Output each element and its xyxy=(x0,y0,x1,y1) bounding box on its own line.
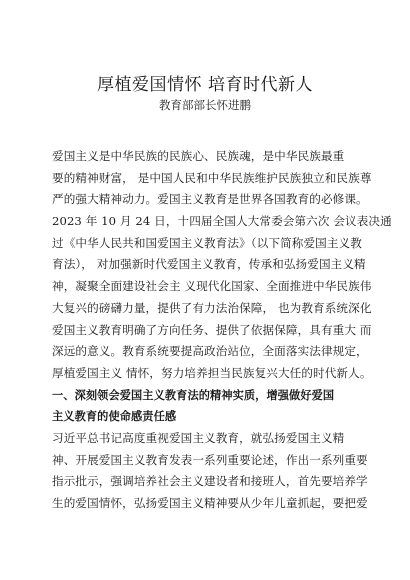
body-text-line: 爱国主义是中华民族的民族心、民族魂，是中华民族最重 xyxy=(52,149,345,163)
body-text-line: 过《中华人民共和国爱国主义教育法》（以下简称爱国主义教 xyxy=(52,235,362,250)
body-text-line: 厚植爱国主义 情怀，努力培养担当民族复兴大任的时代新人。 xyxy=(52,365,372,380)
body-text-line: 要的精神财富， 是中国人民和中华民族维护民族独立和民族尊 xyxy=(52,170,372,185)
document-author: 教育部部长怀进鹏 xyxy=(159,98,251,112)
body-text-line: 深远的意义。教育系统要提高政治站位，全面落实法律规定， xyxy=(52,344,368,359)
body-text-line: 育法）， 对加强新时代爱国主义教育，传承和弘扬爱国主义精 xyxy=(52,257,366,272)
body-text-line: 生的爱国情怀，弘扬爱国主义精神要从少年儿童抓起，要把爱 xyxy=(52,496,368,510)
body-text-line: 习近平总书记高度重视爱国主义教育，就弘扬爱国主义精 xyxy=(52,430,345,445)
section-heading-line: 一、深刻领会爱国主义教育法的精神实质，增强做好爱国 xyxy=(52,388,335,402)
section-heading-line: 主义教育的使命感责任感 xyxy=(52,410,177,424)
document-title: 厚植爱国情怀 培育时代新人 xyxy=(97,75,313,95)
body-text-line: 大复兴的磅礴力量，提供了有力法治保障， 也为教育系统深化 xyxy=(52,300,372,315)
body-text-line: 爱国主义教育明确了方向任务、提供了依据保障，具有重大 而 xyxy=(52,322,372,337)
body-text-line: 2023 年 10 月 24 日，十四届全国人大常委会第六次 会议表决通 xyxy=(52,214,392,229)
body-text-line: 神、开展爱国主义教育发表一系列重要论述，作出一系列重要 xyxy=(52,452,368,467)
body-text-line: 指示批示，强调培养社会主义建设者和接班人，首先要培养学 xyxy=(52,474,368,489)
body-text-line: 严的强大精神动力。爱国主义教育是世界各国教育的必修课。 xyxy=(52,192,368,207)
document-body xyxy=(52,146,392,515)
body-text-line: 神，凝聚全面建设社会主 义现代化国家、全面推进中华民族伟 xyxy=(52,279,372,294)
